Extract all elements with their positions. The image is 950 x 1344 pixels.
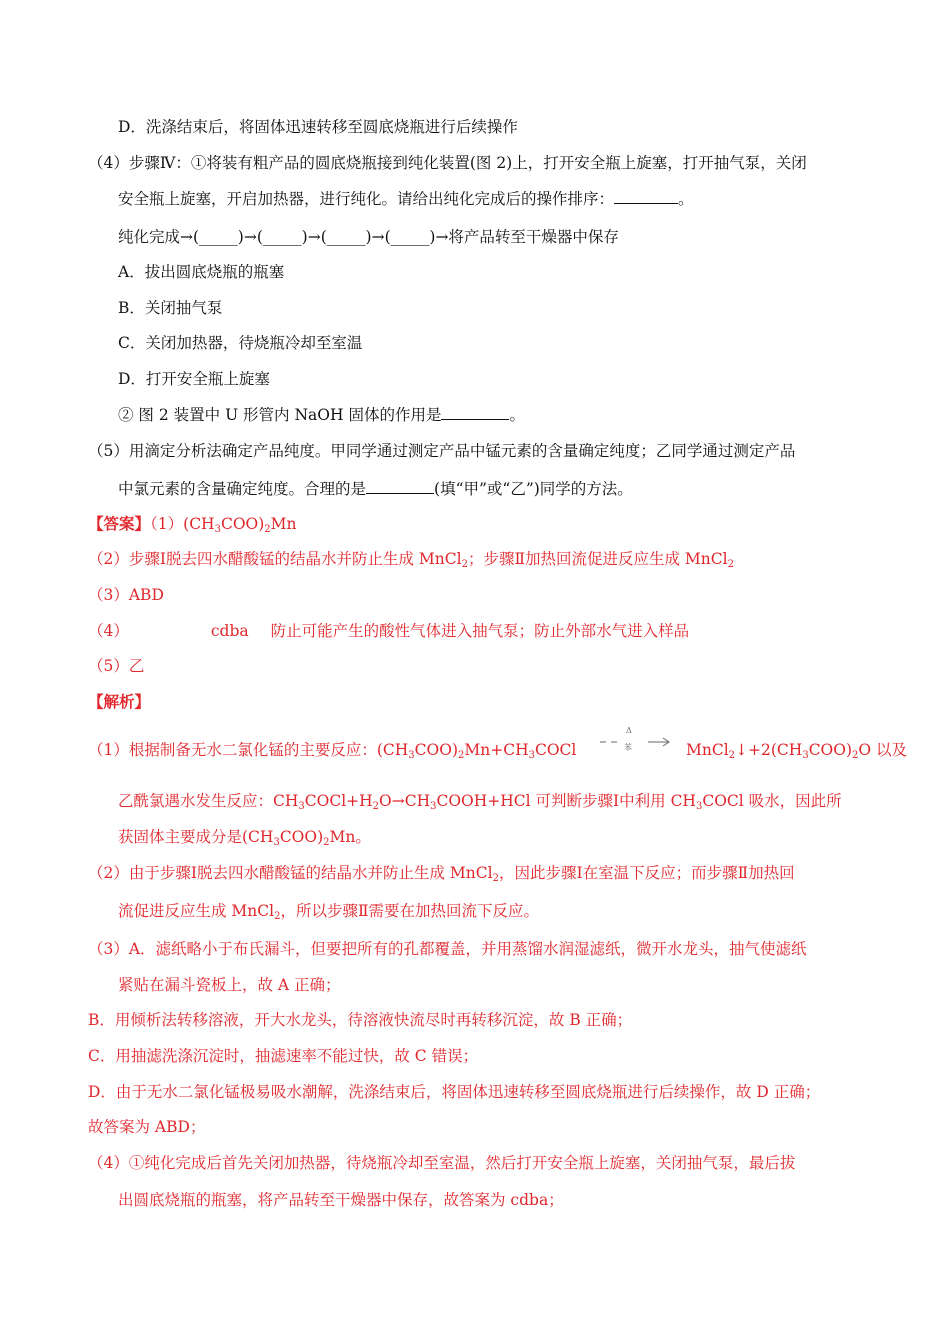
sequence-blank-2: (_____) [256, 228, 308, 246]
answer-2-text: （2）步骤Ⅰ脱去四水醋酸锰的结晶水并防止生成 MnCl [88, 550, 462, 568]
answer-label: 【答案】 [88, 514, 151, 533]
analysis-4-line-2: 出圆底烧瓶的瓶塞，将产品转至干燥器中保存，故答案为 cdba； [118, 1191, 564, 1209]
subscript: 3 [430, 801, 437, 812]
analysis-3-line-2: 紧贴在漏斗瓷板上，故 A 正确； [118, 976, 341, 994]
analysis-3-answer: 故答案为 ABD； [88, 1118, 206, 1136]
sequence-blank-1: (_____) [193, 228, 244, 246]
question-5-line-2 [118, 479, 633, 499]
sequence-start: 纯化完成→ [118, 228, 193, 246]
analysis-text: （2）由于步骤Ⅰ脱去四水醋酸锰的结晶水并防止生成 MnCl [88, 864, 493, 882]
analysis-1-line-1a [88, 740, 576, 760]
arrow-condition-top: Δ [626, 726, 632, 735]
sequence-end: →将产品转至干燥器中保存 [435, 228, 619, 246]
analysis-text: 乙酰氯遇水发生反应：CH [118, 792, 299, 810]
subscript: 3 [298, 801, 305, 812]
question-4-sub-2 [118, 405, 525, 425]
answer-4-prefix: （4） [88, 622, 129, 640]
answer-line-5: （5）乙 [88, 657, 145, 675]
reaction-arrow [598, 727, 672, 757]
subscript: 2 [852, 750, 859, 761]
subscript: 3 [273, 837, 280, 848]
option-d: D．打开安全瓶上旋塞 [118, 370, 270, 388]
answer-line-4 [88, 621, 689, 641]
analysis-text: Mn+CH [464, 741, 529, 759]
analysis-text: 获固体主要成分是(CH [118, 828, 274, 846]
analysis-text: MnCl [686, 741, 729, 759]
analysis-1-line-3 [118, 827, 371, 847]
analysis-text: COCl [534, 741, 577, 759]
analysis-1-line-1b [686, 740, 907, 760]
sequence-blank-3: (_____) [320, 228, 372, 246]
analysis-3-option-c: C．用抽滤洗涤沉淀时，抽滤速率不能过快，故 C 错误； [88, 1047, 479, 1065]
analysis-3-line-1: （3）A．滤纸略小于布氏漏斗，但要把所有的孔都覆盖，并用蒸馏水润湿滤纸，微开水龙头，抽气使滤纸 [88, 940, 807, 958]
analysis-text: COO) [808, 741, 853, 759]
formula-part: (CH [183, 515, 215, 533]
sequence-arrow: → [243, 228, 257, 246]
question-5-line-1: （5）用滴定分析法确定产品纯度。甲同学通过测定产品中锰元素的含量确定纯度；乙同学通过测定产品 [88, 442, 796, 460]
analysis-text: COCl+H [304, 792, 373, 810]
analysis-2-line-2 [118, 901, 539, 921]
answer-blank [441, 405, 509, 420]
question-4-line-2 [118, 189, 694, 209]
option-d-previous: D．洗涤结束后，将固体迅速转移至圆底烧瓶进行后续操作 [118, 118, 518, 136]
sequence-arrow: → [371, 228, 385, 246]
analysis-3-option-d: D．由于无水二氯化锰极易吸水潮解，洗涤结束后，将固体迅速转移至圆底烧瓶进行后续操作，故 D 正确； [88, 1083, 821, 1101]
analysis-2-line-1 [88, 863, 795, 883]
sequence-blank-4: (_____) [384, 228, 436, 246]
question-4-sub-2-text: ② 图 2 装置中 U 形管内 NaOH 固体的作用是 [118, 406, 442, 424]
analysis-text: ，因此步骤Ⅰ在室温下反应；而步骤Ⅱ加热回 [498, 864, 795, 882]
option-a: A．拔出圆底烧瓶的瓶塞 [118, 263, 285, 281]
analysis-text: COO) [279, 828, 324, 846]
analysis-text: Mn。 [329, 828, 371, 846]
question-5-line-2-end: (填“甲”或“乙”)同学的方法。 [434, 480, 633, 498]
formula-part: Mn [270, 515, 297, 533]
answer-4-text: 防止可能产生的酸性气体进入抽气泵；防止外部水气进入样品 [270, 622, 690, 640]
subscript: 2 [461, 559, 468, 570]
subscript: 2 [492, 873, 499, 884]
analysis-text: O 以及 [858, 741, 908, 759]
analysis-4-line-1: （4）①纯化完成后首先关闭加热器，待烧瓶冷却至室温，然后打开安全瓶上旋塞，关闭抽气泵，最后拔 [88, 1154, 796, 1172]
question-4-line-2-text: 安全瓶上旋塞，开启加热器，进行纯化。请给出纯化完成后的操作排序： [118, 190, 615, 208]
subscript: 2 [458, 750, 465, 761]
analysis-text: COO) [414, 741, 458, 759]
question-4-line-1: （4）步骤Ⅳ：①将装有粗产品的圆底烧瓶接到纯化装置(图 2)上，打开安全瓶上旋塞，打开抽气泵，关闭 [88, 154, 807, 172]
subscript: 3 [528, 750, 535, 761]
answer-4-sequence: cdba [210, 622, 249, 640]
analysis-text: COOH+HCl 可判断步骤Ⅰ中利用 CH [436, 792, 696, 810]
subscript: 3 [695, 801, 703, 812]
subscript: 2 [274, 911, 281, 922]
analysis-label: 【解析】 [88, 692, 151, 711]
question-4-sub-2-end: 。 [509, 406, 525, 424]
arrow-condition-bottom: 苯 [624, 743, 632, 752]
analysis-1-line-2 [118, 791, 842, 811]
answer-2-text: ；步骤Ⅱ加热回流促进反应生成 MnCl [467, 550, 728, 568]
question-4-line-2-end: 。 [678, 190, 694, 208]
subscript: 2 [727, 559, 734, 570]
analysis-text: ，所以步骤Ⅱ需要在加热回流下反应。 [280, 902, 540, 920]
analysis-text: ↓+2(CH [735, 741, 803, 759]
analysis-text: （1）根据制备无水二氯化锰的主要反应：(CH [88, 741, 409, 759]
subscript: 2 [264, 524, 271, 535]
reaction-arrow-icon [598, 727, 672, 757]
analysis-text: O→CH [379, 792, 431, 810]
option-c: C．关闭加热器，待烧瓶冷却至室温 [118, 334, 363, 352]
answer-line-2 [88, 549, 734, 569]
formula-part: COO) [220, 515, 265, 533]
subscript: 3 [408, 750, 415, 761]
analysis-text: 流促进反应生成 MnCl [118, 902, 275, 920]
question-5-line-2-text: 中氯元素的含量确定纯度。合理的是 [118, 480, 367, 498]
subscript: 3 [802, 750, 809, 761]
option-b: B．关闭抽气泵 [118, 299, 223, 317]
sequence-line [118, 227, 619, 247]
answer-line-1 [88, 514, 297, 534]
answer-blank [366, 479, 434, 494]
subscript: 3 [214, 524, 221, 535]
analysis-3-option-b: B．用倾析法转移溶液，开大水龙头，待溶液快流尽时再转移沉淀，故 B 正确； [88, 1011, 633, 1029]
subscript: 2 [323, 837, 330, 848]
answer-1-prefix: （1） [150, 515, 184, 533]
sequence-arrow: → [307, 228, 321, 246]
subscript: 2 [728, 750, 736, 761]
analysis-text: COCl 吸水，因此所 [702, 792, 842, 810]
answer-line-3: （3）ABD [88, 586, 164, 604]
answer-blank [614, 189, 678, 204]
subscript: 2 [372, 801, 380, 812]
